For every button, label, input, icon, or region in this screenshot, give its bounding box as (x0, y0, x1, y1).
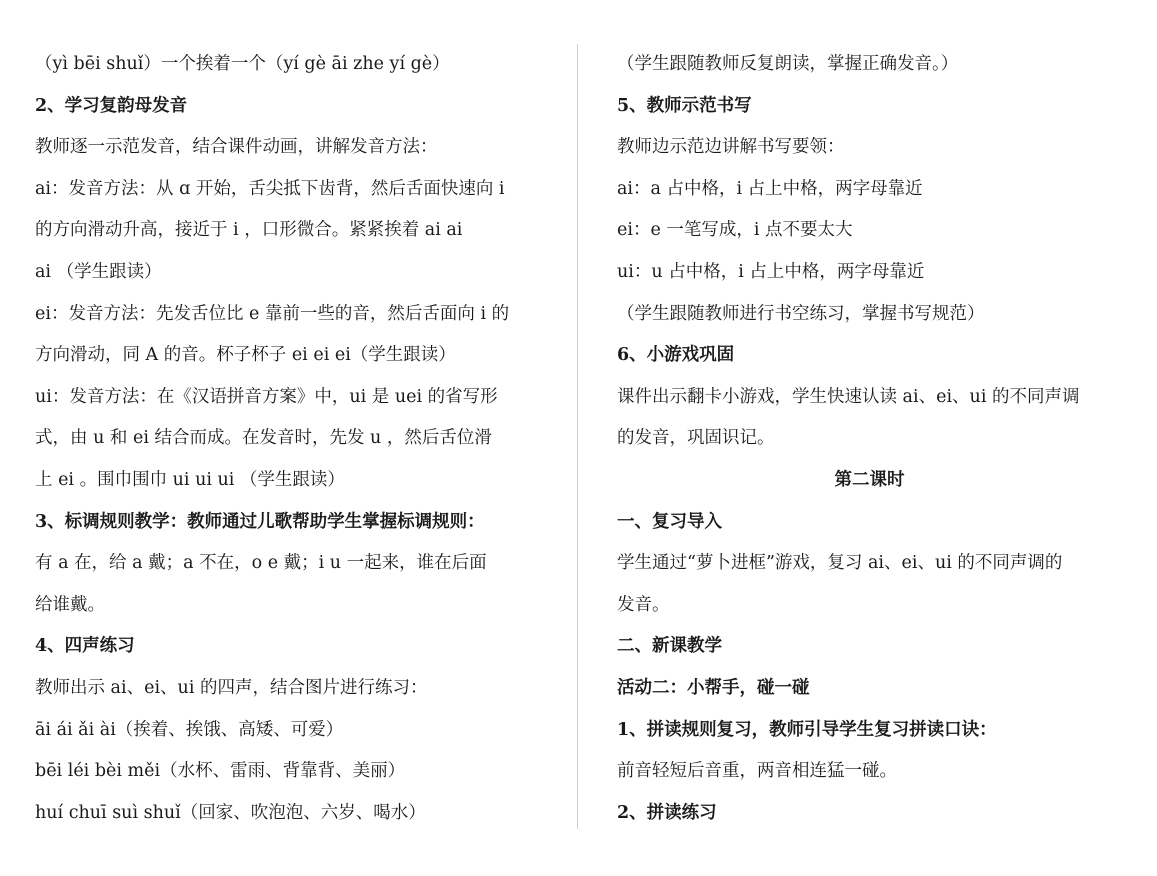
right-column (617, 44, 1122, 834)
right-heading-line: 1、拼读规则复习，教师引导学生复习拼读口诀： (617, 719, 997, 740)
left-text-line: ui：发音方法：在《汉语拼音方案》中，ui 是 uei 的省写形 (35, 386, 498, 407)
right-heading-line: 活动二：小帮手，碰一碰 (617, 677, 810, 698)
left-text-line: 有 a 在，给 a 戴；a 不在，o e 戴；i u 一起来，谁在后面 (35, 553, 487, 574)
left-text-line: 给谁戴。 (35, 594, 105, 615)
right-text-line: 的发音，巩固识记。 (617, 428, 775, 449)
right-text-line: ai：a 占中格，i 占上中格，两字母靠近 (617, 178, 923, 199)
left-text-line: 上 ei 。围巾围巾 ui ui ui （学生跟读） (35, 469, 345, 490)
left-text-line: 教师出示 ai、ei、ui 的四声，结合图片进行练习： (35, 677, 428, 698)
right-heading-line: 二、新课教学 (617, 636, 722, 657)
right-text-line: 发音。 (617, 594, 670, 615)
left-text-line: bēi léi bèi měi（水杯、雷雨、背靠背、美丽） (35, 761, 406, 782)
right-heading-line: 2、拼读练习 (617, 802, 717, 823)
right-heading-line: 第二课时 (834, 469, 905, 490)
left-text-line: huí chuī suì shuǐ（回家、吹泡泡、六岁、喝水） (35, 802, 426, 823)
right-heading-line: 6、小游戏巩固 (617, 345, 735, 366)
right-text-line: ei：e 一笔写成，i 点不要太大 (617, 220, 853, 241)
left-text-line: 的方向滑动升高，接近于 i ，口形微合。紧紧挨着 ai ai (35, 220, 463, 241)
left-text-line: āi ái ǎi ài（挨着、挨饿、高矮、可爱） (35, 719, 344, 740)
right-text-line: （学生跟随教师反复朗读，掌握正确发音。） (617, 54, 959, 74)
right-text-line: （学生跟随教师进行书空练习，掌握书写规范） (617, 303, 985, 324)
right-text-line: 学生通过“萝卜进框”游戏，复习 ai、ei、ui 的不同声调的 (617, 553, 1063, 574)
column-divider (577, 44, 578, 829)
left-text-line: 式，由 u 和 ei 结合而成。在发音时，先发 u ，然后舌位滑 (35, 428, 492, 449)
right-text-line: 前音轻短后音重，两音相连猛一碰。 (617, 761, 897, 782)
left-text-line: 教师逐一示范发音，结合课件动画，讲解发音方法： (35, 137, 438, 158)
left-text-line: ai （学生跟读） (35, 261, 162, 282)
left-text-line: ei：发音方法：先发舌位比 e 靠前一些的音，然后舌面向 i 的 (35, 303, 510, 324)
right-heading-line: 一、复习导入 (617, 511, 722, 532)
right-text-line: 课件出示翻卡小游戏，学生快速认读 ai、ei、ui 的不同声调 (617, 386, 1080, 407)
right-heading-line: 5、教师示范书写 (617, 95, 752, 116)
left-heading-line: 2、学习复韵母发音 (35, 95, 188, 116)
left-text-line: （yì bēi shuǐ）一个挨着一个（yí gè āi zhe yí gè） (35, 54, 450, 74)
left-column (35, 44, 545, 834)
left-heading-line: 4、四声练习 (35, 636, 135, 657)
right-text-line: ui：u 占中格，i 占上中格，两字母靠近 (617, 261, 925, 282)
left-text-line: ai：发音方法：从 ɑ 开始，舌尖抵下齿背，然后舌面快速向 i (35, 178, 505, 199)
right-text-line: 教师边示范边讲解书写要领： (617, 137, 845, 158)
left-text-line: 方向滑动，同 A 的音。杯子杯子 ei ei ei（学生跟读） (35, 345, 456, 366)
left-heading-line: 3、标调规则教学：教师通过儿歌帮助学生掌握标调规则： (35, 511, 485, 532)
